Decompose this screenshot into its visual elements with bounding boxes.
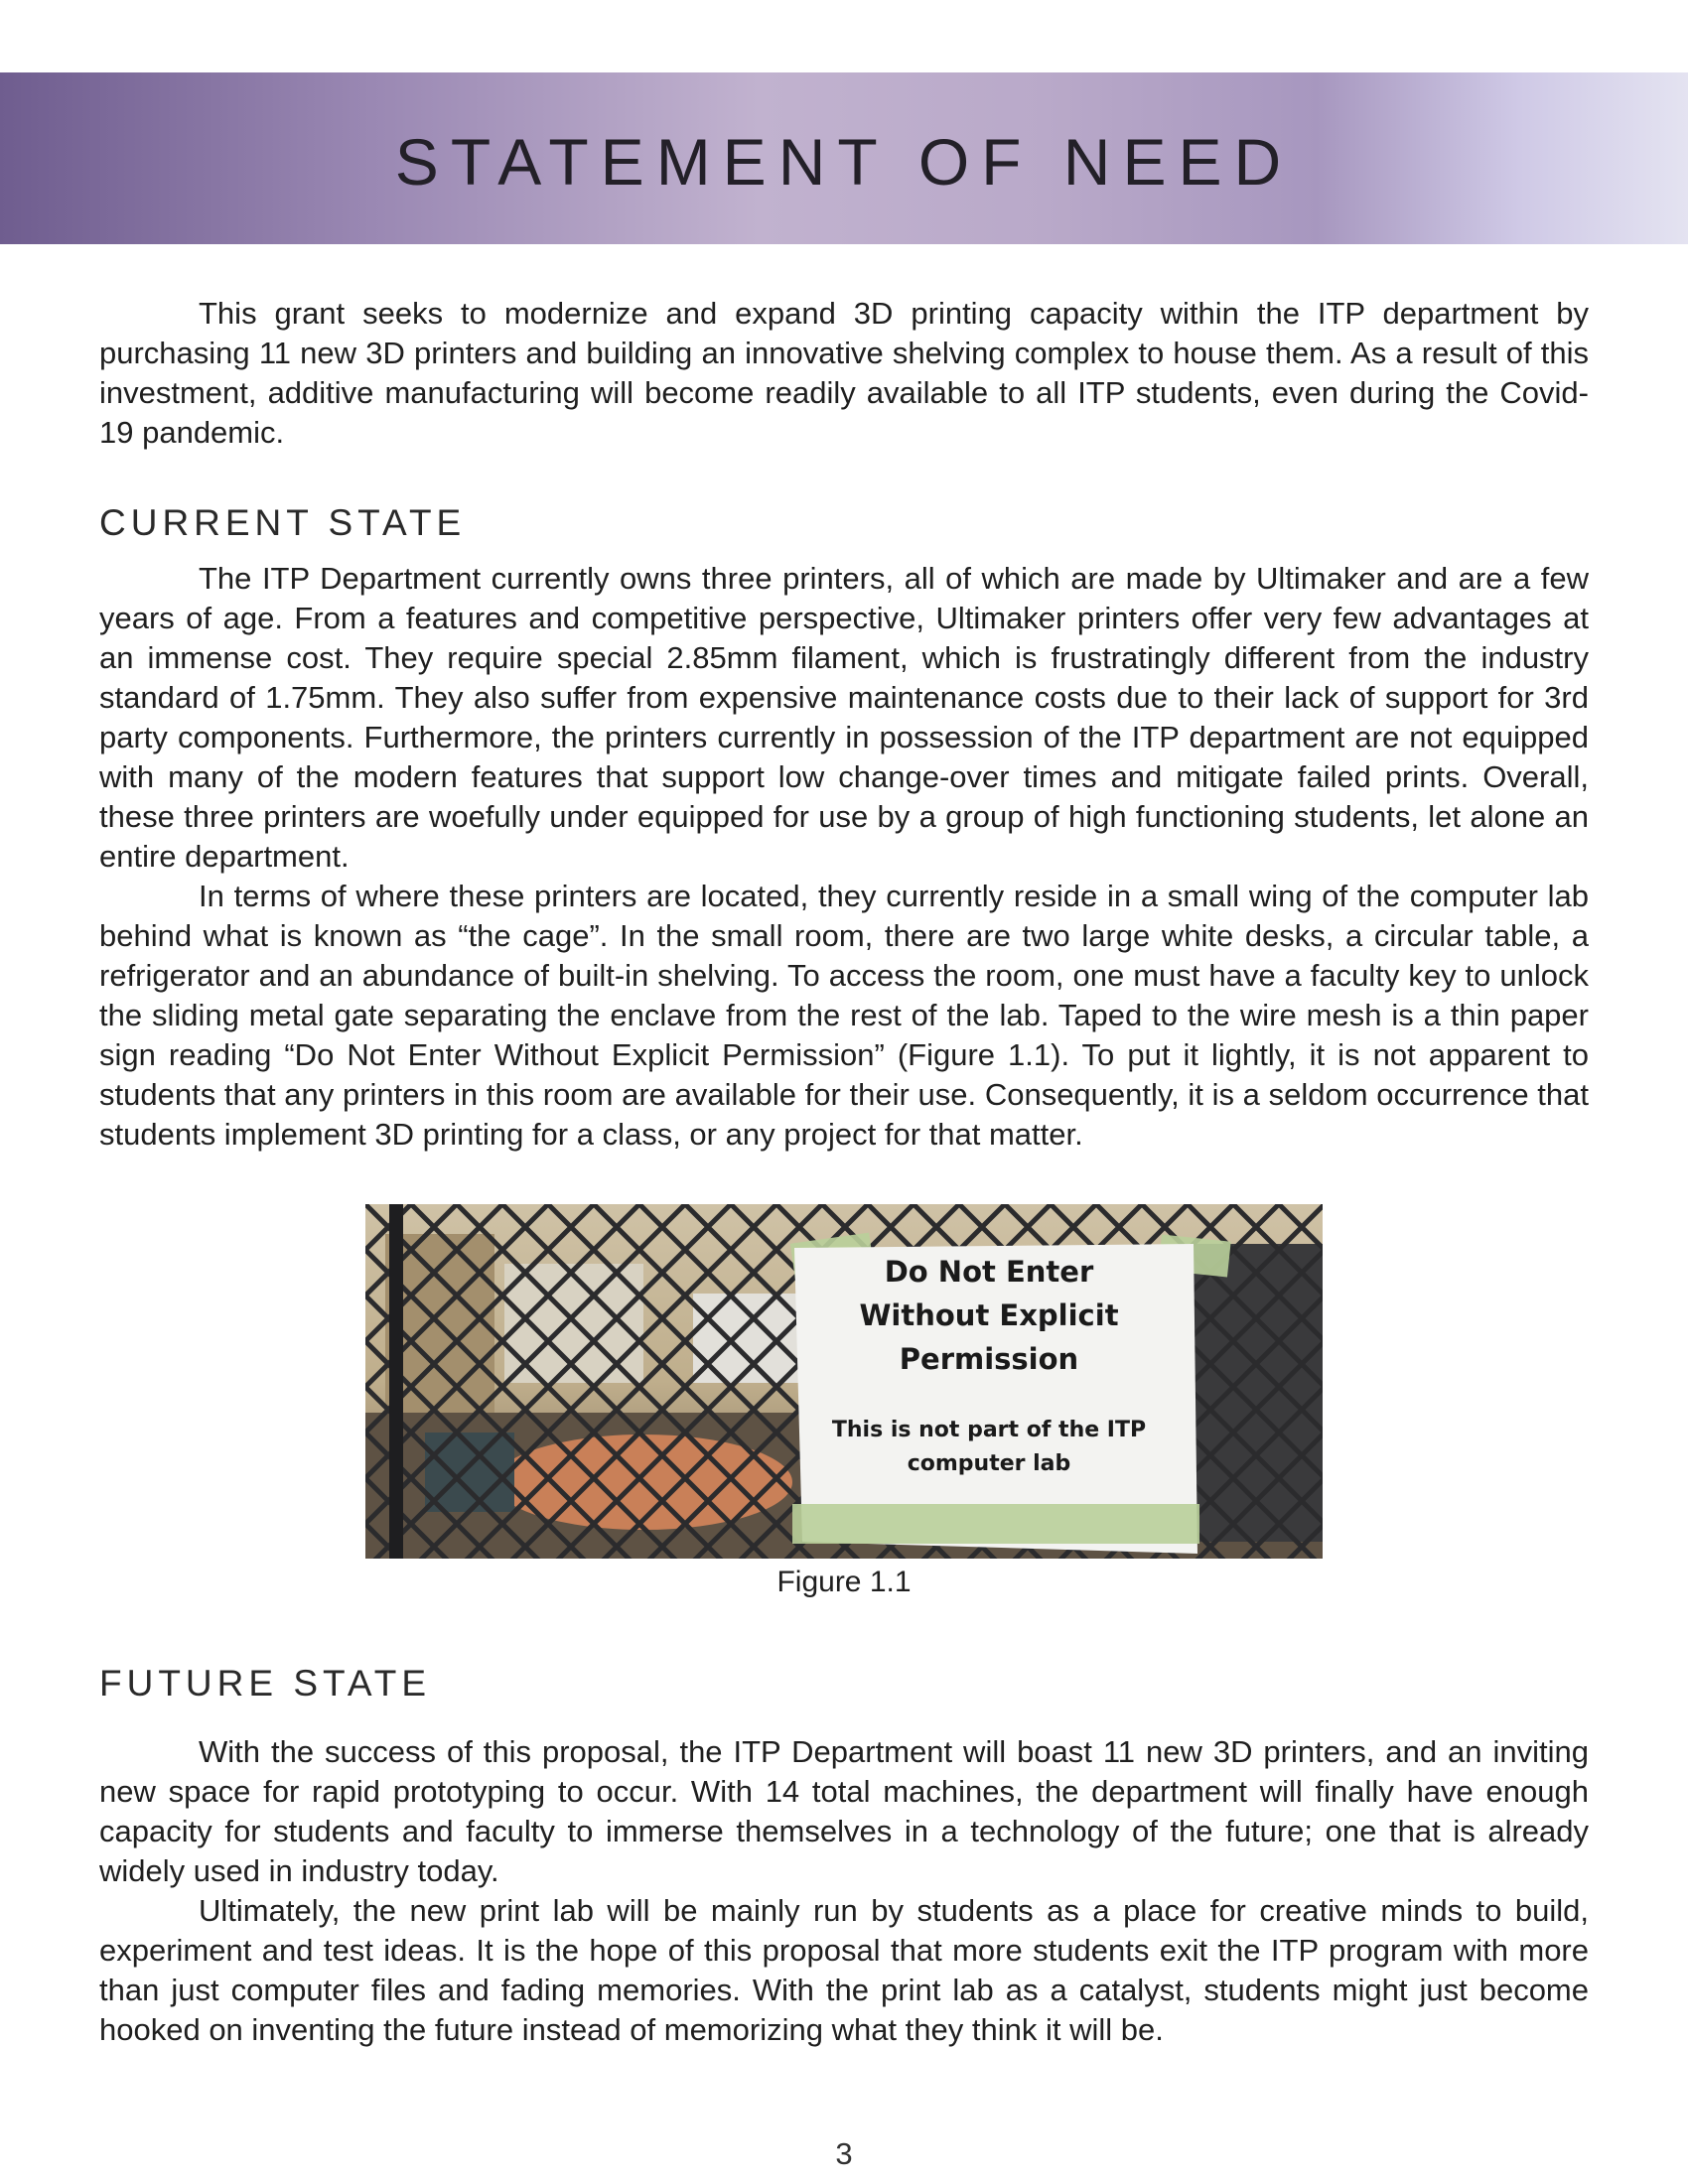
sign-line-1: Do Not Enter	[884, 1255, 1094, 1289]
future-state-heading: FUTURE STATE	[99, 1663, 432, 1704]
sign-line-2: Without Explicit	[859, 1298, 1119, 1332]
current-state-paragraph-1: The ITP Department currently owns three printers, all of which are made by Ultimaker and are a few years of age. From a features and competitive perspective, Ultimaker printers offer very few advantages at an immense cost. They require special 2.85mm filament, which is frustratingly different from the industry standard of 1.75mm. They also suffer from expensive maintenance costs due to their lack of support for 3rd party components. Furthermore, the printers currently in possession of the ITP department are not equipped with many of the modern features that support low change-over times and mitigate failed prints. Overall, these three printers are woefully under equipped for use by a group of high functioning students, let alone an entire department.	[99, 561, 1589, 874]
sign-subline-1: This is not part of the ITP	[831, 1418, 1147, 1442]
figure-photo	[365, 1204, 1323, 1559]
cage-photo-illustration	[365, 1204, 1323, 1559]
future-state-section	[99, 1665, 1589, 1702]
tape-bottom	[792, 1504, 1199, 1544]
sign-subline-2: computer lab	[907, 1451, 1071, 1476]
current-state-body	[99, 559, 1589, 1155]
page-title: STATEMENT OF NEED	[394, 125, 1294, 199]
current-state-paragraph-2: In terms of where these printers are located, they currently reside in a small wing of the computer lab behind what is known as “the cage”. In the small room, there are two large white desks, a circular table, a refrigerator and an abundance of built-in shelving. To access the room, one must have a faculty key to unlock the sliding metal gate separating the enclave from the rest of the lab. Taped to the wire mesh is a thin paper sign reading “Do Not Enter Without Explicit Permission” (Figure 1.1). To put it lightly, it is not apparent to students that any printers in this room are available for their use. Consequently, it is a seldom occurrence that students implement 3D printing for a class, or any project for that matter.	[99, 879, 1589, 1152]
page-number: 3	[835, 2136, 853, 2171]
figure-caption: Figure 1.1	[776, 1566, 912, 1598]
current-state-heading: CURRENT STATE	[99, 502, 467, 543]
future-state-body	[99, 1732, 1589, 2050]
intro-section	[99, 294, 1589, 453]
future-state-paragraph-2: Ultimately, the new print lab will be mainly run by students as a place for creative minds to build, experiment and test ideas. It is the hope of this proposal that more students exit the ITP program with more than just computer files and fading memories. With the print lab as a catalyst, students might just become hooked on inventing the future instead of memorizing what they think it will be.	[99, 1893, 1589, 2047]
current-state-section	[99, 504, 1589, 541]
intro-paragraph: This grant seeks to modernize and expand 3D printing capacity within the ITP department by purchasing 11 new 3D printers and building an innovative shelving complex to house them. As a result of this investment, additive manufacturing will become readily available to all ITP students, even during the Covid-19 pandemic.	[99, 296, 1589, 450]
future-state-paragraph-1: With the success of this proposal, the ITP Department will boast 11 new 3D printers, and an inviting new space for rapid prototyping to occur. With 14 total machines, the department will finally have enough capacity for students and faculty to immerse themselves in a technology of the future; one that is already widely used in industry today.	[99, 1734, 1589, 1888]
sign-line-3: Permission	[899, 1342, 1079, 1376]
